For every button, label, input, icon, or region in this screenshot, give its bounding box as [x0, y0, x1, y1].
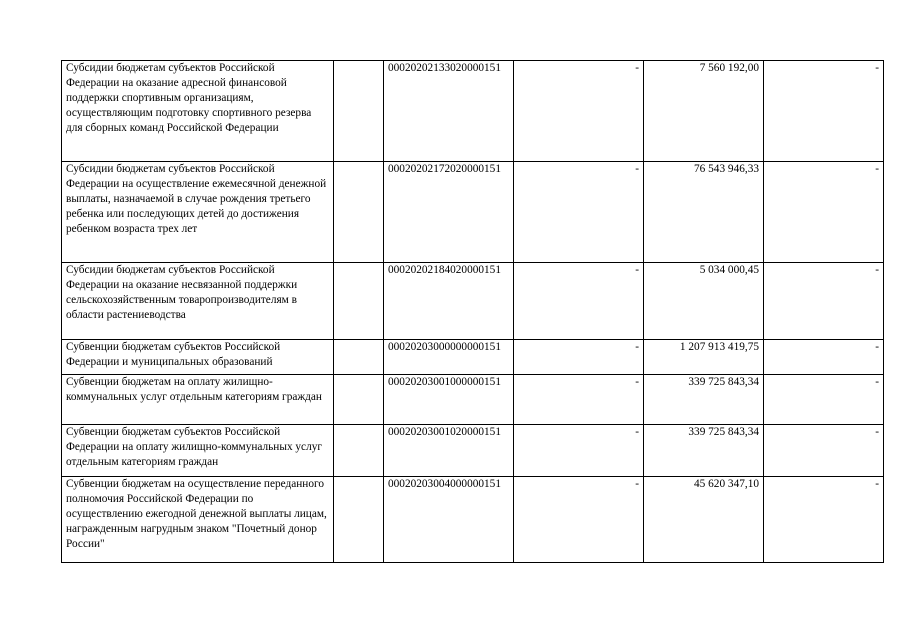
row-code: 00020202172020000151 — [384, 162, 514, 263]
table-row — [62, 61, 884, 162]
row-col-a: - — [514, 340, 644, 375]
row-col-b: 45 620 347,10 — [644, 477, 764, 563]
row-col-a: - — [514, 61, 644, 162]
row-col-b: 339 725 843,34 — [644, 375, 764, 425]
row-col-c: - — [764, 477, 884, 563]
row-extra — [334, 162, 384, 263]
row-col-a: - — [514, 263, 644, 340]
row-code: 00020203001020000151 — [384, 425, 514, 477]
table-row — [62, 477, 884, 563]
row-col-c: - — [764, 340, 884, 375]
row-extra — [334, 425, 384, 477]
table-row — [62, 340, 884, 375]
row-col-b: 76 543 946,33 — [644, 162, 764, 263]
row-col-c: - — [764, 61, 884, 162]
row-extra — [334, 477, 384, 563]
row-col-a: - — [514, 375, 644, 425]
row-extra — [334, 263, 384, 340]
row-col-b: 7 560 192,00 — [644, 61, 764, 162]
row-col-b: 5 034 000,45 — [644, 263, 764, 340]
row-code: 00020203004000000151 — [384, 477, 514, 563]
row-name: Субвенции бюджетам на осуществление переданного полномочия Российской Федерации по осуществлению ежегодной денежной выплаты лицам, награжденным нагрудным знаком "Почетный донор России" — [62, 477, 334, 563]
table-row — [62, 375, 884, 425]
row-col-c: - — [764, 162, 884, 263]
table-row — [62, 425, 884, 477]
row-name: Субсидии бюджетам субъектов Российской Федерации на оказание несвязанной поддержки сельскохозяйственным товаропроизводителям в области растениеводства — [62, 263, 334, 340]
row-col-a: - — [514, 425, 644, 477]
row-extra — [334, 340, 384, 375]
row-col-c: - — [764, 425, 884, 477]
row-name: Субсидии бюджетам субъектов Российской Федерации на оказание адресной финансовой поддержки спортивным организациям, осуществляющим подготовку спортивного резерва для сборных команд Российской Федерации — [62, 61, 334, 162]
row-col-b: 339 725 843,34 — [644, 425, 764, 477]
row-code: 00020203000000000151 — [384, 340, 514, 375]
row-code: 00020202133020000151 — [384, 61, 514, 162]
row-name: Субвенции бюджетам на оплату жилищно-коммунальных услуг отдельным категориям граждан — [62, 375, 334, 425]
row-extra — [334, 61, 384, 162]
row-col-c: - — [764, 375, 884, 425]
row-col-b: 1 207 913 419,75 — [644, 340, 764, 375]
table-row — [62, 162, 884, 263]
row-name: Субвенции бюджетам субъектов Российской Федерации на оплату жилищно-коммунальных услуг отдельным категориям граждан — [62, 425, 334, 477]
row-col-c: - — [764, 263, 884, 340]
row-code: 00020202184020000151 — [384, 263, 514, 340]
row-extra — [334, 375, 384, 425]
budget-table-body — [62, 61, 884, 563]
row-name: Субсидии бюджетам субъектов Российской Федерации на осуществление ежемесячной денежной выплаты, назначаемой в случае рождения третьего ребенка или последующих детей до достижения ребенком возраста трех лет — [62, 162, 334, 263]
row-name: Субвенции бюджетам субъектов Российской Федерации и муниципальных образований — [62, 340, 334, 375]
table-row — [62, 263, 884, 340]
row-col-a: - — [514, 162, 644, 263]
row-col-a: - — [514, 477, 644, 563]
row-code: 00020203001000000151 — [384, 375, 514, 425]
budget-table — [61, 60, 884, 563]
